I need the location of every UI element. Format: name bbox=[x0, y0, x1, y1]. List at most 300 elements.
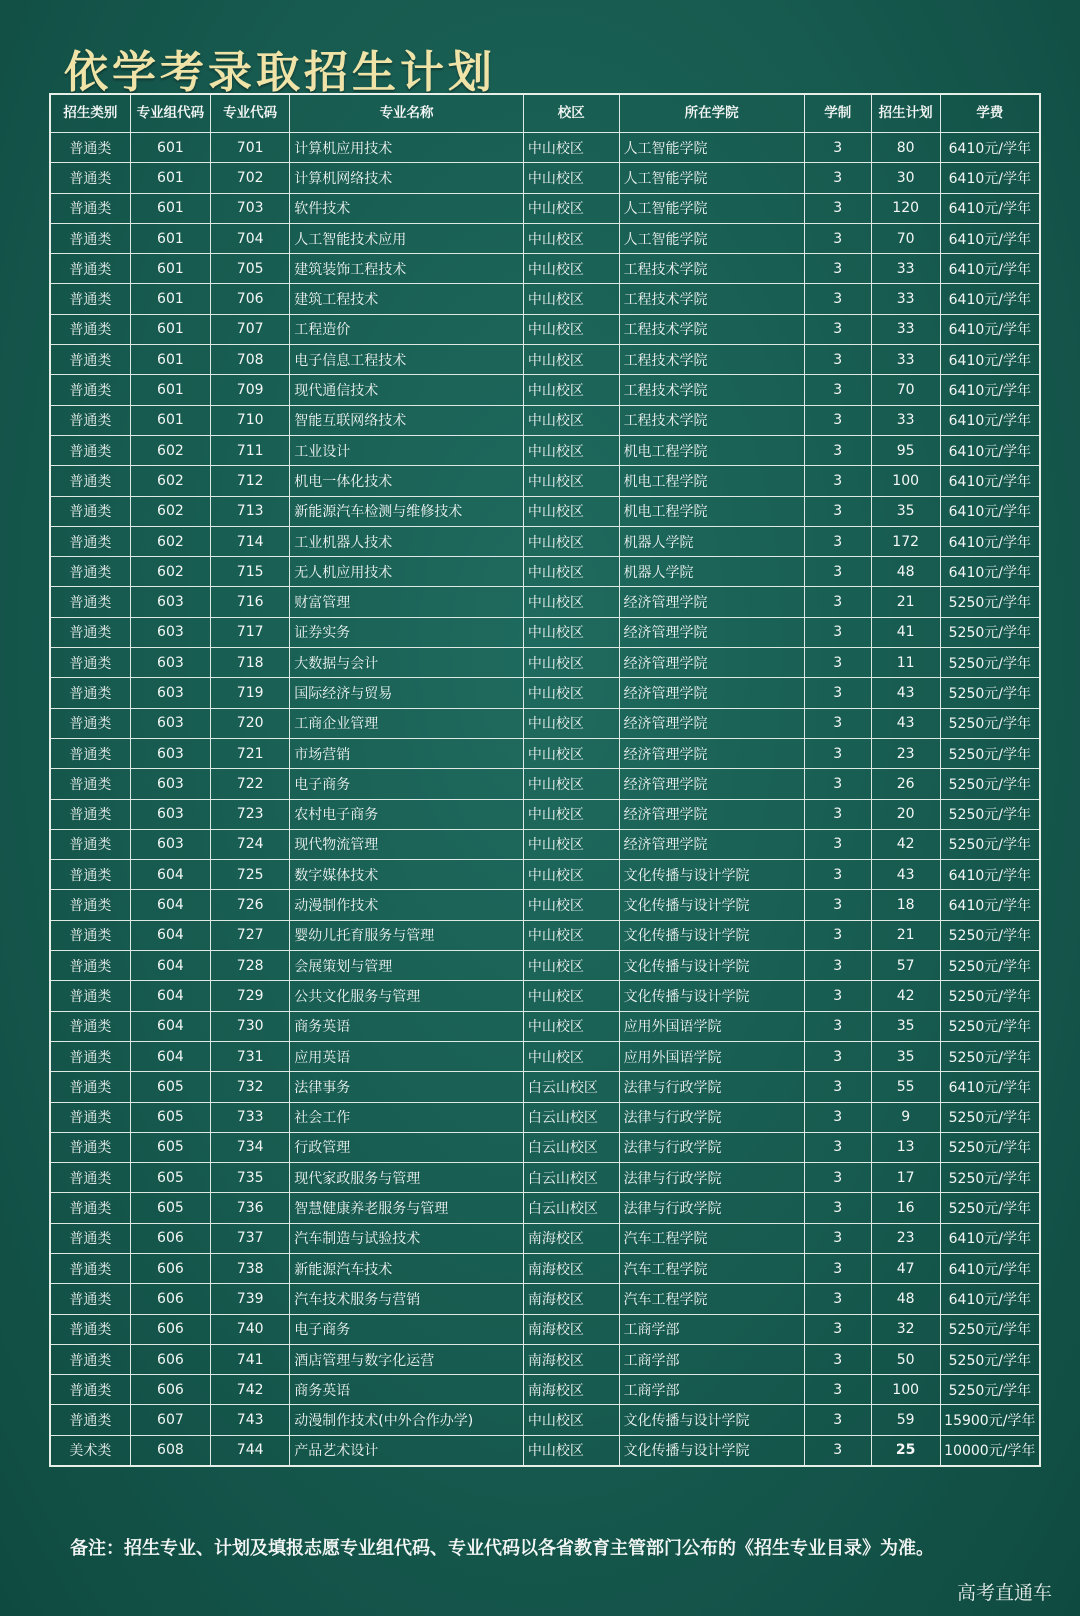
table-cell: 普通类 bbox=[50, 1163, 130, 1193]
table-cell: 603 bbox=[130, 829, 210, 859]
table-row bbox=[50, 314, 1040, 344]
table-cell: 普通类 bbox=[50, 1011, 130, 1041]
table-row bbox=[50, 375, 1040, 405]
table-cell: 5250元/学年 bbox=[940, 769, 1040, 799]
page-title: 依学考录取招生计划 bbox=[64, 47, 496, 98]
table-cell: 经济管理学院 bbox=[619, 678, 804, 708]
table-cell: 工程技术学院 bbox=[619, 314, 804, 344]
table-cell: 70 bbox=[871, 375, 940, 405]
table-cell: 普通类 bbox=[50, 678, 130, 708]
table-cell: 文化传播与设计学院 bbox=[619, 981, 804, 1011]
table-cell: 文化传播与设计学院 bbox=[619, 890, 804, 920]
column-header: 所在学院 bbox=[619, 94, 804, 133]
table-cell: 普通类 bbox=[50, 860, 130, 890]
table-cell: 739 bbox=[211, 1284, 290, 1314]
table-cell: 734 bbox=[211, 1132, 290, 1162]
table-cell: 5250元/学年 bbox=[940, 1344, 1040, 1374]
table-cell: 602 bbox=[130, 496, 210, 526]
table-cell: 普通类 bbox=[50, 1072, 130, 1102]
table-cell: 中山校区 bbox=[523, 617, 619, 647]
table-cell: 中山校区 bbox=[523, 799, 619, 829]
table-cell: 608 bbox=[130, 1435, 210, 1466]
table-cell: 605 bbox=[130, 1193, 210, 1223]
table-cell: 6410元/学年 bbox=[940, 405, 1040, 435]
table-cell: 5250元/学年 bbox=[940, 920, 1040, 950]
column-header: 专业组代码 bbox=[130, 94, 210, 133]
table-cell: 17 bbox=[871, 1163, 940, 1193]
table-cell: 汽车工程学院 bbox=[619, 1223, 804, 1253]
table-cell: 经济管理学院 bbox=[619, 738, 804, 768]
table-cell: 中山校区 bbox=[523, 163, 619, 193]
table-cell: 法律与行政学院 bbox=[619, 1132, 804, 1162]
table-cell: 55 bbox=[871, 1072, 940, 1102]
table-cell: 中山校区 bbox=[523, 284, 619, 314]
table-cell: 软件技术 bbox=[290, 193, 524, 223]
table-cell: 经济管理学院 bbox=[619, 829, 804, 859]
table-cell: 现代家政服务与管理 bbox=[290, 1163, 524, 1193]
table-cell: 604 bbox=[130, 951, 210, 981]
table-cell: 动漫制作技术(中外合作办学) bbox=[290, 1405, 524, 1435]
table-cell: 705 bbox=[211, 254, 290, 284]
table-cell: 普通类 bbox=[50, 1344, 130, 1374]
table-cell: 文化传播与设计学院 bbox=[619, 920, 804, 950]
table-cell: 9 bbox=[871, 1102, 940, 1132]
table-cell: 人工智能学院 bbox=[619, 163, 804, 193]
table-cell: 720 bbox=[211, 708, 290, 738]
table-cell: 3 bbox=[804, 405, 871, 435]
table-row bbox=[50, 860, 1040, 890]
table-cell: 计算机应用技术 bbox=[290, 133, 524, 163]
table-cell: 普通类 bbox=[50, 769, 130, 799]
table-cell: 30 bbox=[871, 163, 940, 193]
table-cell: 南海校区 bbox=[523, 1284, 619, 1314]
table-cell: 经济管理学院 bbox=[619, 708, 804, 738]
table-cell: 白云山校区 bbox=[523, 1072, 619, 1102]
table-cell: 经济管理学院 bbox=[619, 587, 804, 617]
table-cell: 文化传播与设计学院 bbox=[619, 860, 804, 890]
table-cell: 604 bbox=[130, 981, 210, 1011]
table-cell: 41 bbox=[871, 617, 940, 647]
table-cell: 35 bbox=[871, 1011, 940, 1041]
table-cell: 应用英语 bbox=[290, 1041, 524, 1071]
table-cell: 35 bbox=[871, 496, 940, 526]
table-header-row bbox=[50, 94, 1040, 133]
table-row bbox=[50, 1375, 1040, 1405]
table-cell: 18 bbox=[871, 890, 940, 920]
table-row bbox=[50, 1253, 1040, 1283]
table-cell: 工商学部 bbox=[619, 1314, 804, 1344]
table-cell: 59 bbox=[871, 1405, 940, 1435]
table-cell: 3 bbox=[804, 223, 871, 253]
table-cell: 产品艺术设计 bbox=[290, 1435, 524, 1466]
table-cell: 普通类 bbox=[50, 920, 130, 950]
table-cell: 15900元/学年 bbox=[940, 1405, 1040, 1435]
table-cell: 603 bbox=[130, 708, 210, 738]
table-cell: 601 bbox=[130, 345, 210, 375]
table-cell: 5250元/学年 bbox=[940, 1011, 1040, 1041]
table-cell: 人工智能技术应用 bbox=[290, 223, 524, 253]
table-cell: 25 bbox=[871, 1435, 940, 1466]
table-row bbox=[50, 951, 1040, 981]
table-cell: 95 bbox=[871, 435, 940, 465]
table-cell: 35 bbox=[871, 1041, 940, 1071]
table-cell: 5250元/学年 bbox=[940, 1375, 1040, 1405]
table-cell: 南海校区 bbox=[523, 1223, 619, 1253]
table-cell: 601 bbox=[130, 375, 210, 405]
table-cell: 3 bbox=[804, 496, 871, 526]
table-cell: 3 bbox=[804, 314, 871, 344]
table-cell: 会展策划与管理 bbox=[290, 951, 524, 981]
column-header: 专业代码 bbox=[211, 94, 290, 133]
table-cell: 中山校区 bbox=[523, 405, 619, 435]
table-cell: 601 bbox=[130, 254, 210, 284]
table-row bbox=[50, 1193, 1040, 1223]
table-row bbox=[50, 799, 1040, 829]
table-cell: 604 bbox=[130, 860, 210, 890]
table-cell: 21 bbox=[871, 920, 940, 950]
table-cell: 6410元/学年 bbox=[940, 345, 1040, 375]
table-cell: 740 bbox=[211, 1314, 290, 1344]
table-cell: 普通类 bbox=[50, 405, 130, 435]
table-cell: 工商学部 bbox=[619, 1344, 804, 1374]
table-cell: 中山校区 bbox=[523, 1011, 619, 1041]
table-cell: 汽车技术服务与营销 bbox=[290, 1284, 524, 1314]
table-cell: 经济管理学院 bbox=[619, 799, 804, 829]
table-cell: 708 bbox=[211, 345, 290, 375]
table-cell: 3 bbox=[804, 1314, 871, 1344]
table-cell: 730 bbox=[211, 1011, 290, 1041]
table-cell: 602 bbox=[130, 435, 210, 465]
table-row bbox=[50, 163, 1040, 193]
table-cell: 电子商务 bbox=[290, 1314, 524, 1344]
table-cell: 6410元/学年 bbox=[940, 163, 1040, 193]
table-cell: 601 bbox=[130, 163, 210, 193]
table-cell: 人工智能学院 bbox=[619, 223, 804, 253]
table-cell: 经济管理学院 bbox=[619, 648, 804, 678]
enrollment-table-container bbox=[49, 93, 1041, 1467]
table-cell: 726 bbox=[211, 890, 290, 920]
table-cell: 6410元/学年 bbox=[940, 496, 1040, 526]
table-cell: 32 bbox=[871, 1314, 940, 1344]
table-row bbox=[50, 435, 1040, 465]
table-cell: 中山校区 bbox=[523, 557, 619, 587]
table-cell: 728 bbox=[211, 951, 290, 981]
table-cell: 市场营销 bbox=[290, 738, 524, 768]
table-cell: 美术类 bbox=[50, 1435, 130, 1466]
table-cell: 汽车工程学院 bbox=[619, 1253, 804, 1283]
table-cell: 16 bbox=[871, 1193, 940, 1223]
table-cell: 普通类 bbox=[50, 284, 130, 314]
column-header: 招生类别 bbox=[50, 94, 130, 133]
table-cell: 南海校区 bbox=[523, 1375, 619, 1405]
table-cell: 普通类 bbox=[50, 1253, 130, 1283]
table-cell: 723 bbox=[211, 799, 290, 829]
table-row bbox=[50, 708, 1040, 738]
table-row bbox=[50, 1223, 1040, 1253]
table-cell: 3 bbox=[804, 1011, 871, 1041]
table-cell: 601 bbox=[130, 405, 210, 435]
table-cell: 中山校区 bbox=[523, 193, 619, 223]
table-cell: 725 bbox=[211, 860, 290, 890]
table-cell: 732 bbox=[211, 1072, 290, 1102]
table-cell: 建筑工程技术 bbox=[290, 284, 524, 314]
table-cell: 中山校区 bbox=[523, 496, 619, 526]
table-cell: 白云山校区 bbox=[523, 1102, 619, 1132]
table-cell: 农村电子商务 bbox=[290, 799, 524, 829]
table-cell: 3 bbox=[804, 1253, 871, 1283]
table-row bbox=[50, 1405, 1040, 1435]
table-cell: 法律与行政学院 bbox=[619, 1102, 804, 1132]
table-cell: 715 bbox=[211, 557, 290, 587]
table-row bbox=[50, 587, 1040, 617]
table-cell: 财富管理 bbox=[290, 587, 524, 617]
table-cell: 中山校区 bbox=[523, 133, 619, 163]
table-cell: 6410元/学年 bbox=[940, 1284, 1040, 1314]
table-cell: 机电工程学院 bbox=[619, 466, 804, 496]
table-cell: 6410元/学年 bbox=[940, 133, 1040, 163]
table-cell: 3 bbox=[804, 678, 871, 708]
column-header: 招生计划 bbox=[871, 94, 940, 133]
table-row bbox=[50, 254, 1040, 284]
table-cell: 5250元/学年 bbox=[940, 708, 1040, 738]
table-cell: 601 bbox=[130, 284, 210, 314]
table-cell: 721 bbox=[211, 738, 290, 768]
table-cell: 3 bbox=[804, 951, 871, 981]
table-cell: 603 bbox=[130, 617, 210, 647]
table-cell: 604 bbox=[130, 920, 210, 950]
table-cell: 电子信息工程技术 bbox=[290, 345, 524, 375]
table-cell: 3 bbox=[804, 1223, 871, 1253]
table-cell: 中山校区 bbox=[523, 345, 619, 375]
table-cell: 11 bbox=[871, 648, 940, 678]
table-cell: 3 bbox=[804, 1102, 871, 1132]
table-cell: 606 bbox=[130, 1253, 210, 1283]
table-cell: 白云山校区 bbox=[523, 1193, 619, 1223]
table-cell: 57 bbox=[871, 951, 940, 981]
table-cell: 普通类 bbox=[50, 526, 130, 556]
table-cell: 604 bbox=[130, 1011, 210, 1041]
table-cell: 3 bbox=[804, 254, 871, 284]
table-cell: 中山校区 bbox=[523, 435, 619, 465]
table-cell: 48 bbox=[871, 557, 940, 587]
table-cell: 3 bbox=[804, 557, 871, 587]
table-cell: 普通类 bbox=[50, 466, 130, 496]
table-cell: 6410元/学年 bbox=[940, 557, 1040, 587]
table-cell: 47 bbox=[871, 1253, 940, 1283]
table-cell: 3 bbox=[804, 133, 871, 163]
table-cell: 5250元/学年 bbox=[940, 829, 1040, 859]
table-cell: 3 bbox=[804, 1284, 871, 1314]
table-cell: 现代通信技术 bbox=[290, 375, 524, 405]
table-cell: 3 bbox=[804, 466, 871, 496]
table-row bbox=[50, 1072, 1040, 1102]
table-cell: 603 bbox=[130, 769, 210, 799]
table-cell: 中山校区 bbox=[523, 738, 619, 768]
table-cell: 605 bbox=[130, 1072, 210, 1102]
table-cell: 新能源汽车检测与维修技术 bbox=[290, 496, 524, 526]
table-cell: 现代物流管理 bbox=[290, 829, 524, 859]
table-cell: 大数据与会计 bbox=[290, 648, 524, 678]
table-cell: 603 bbox=[130, 738, 210, 768]
table-cell: 33 bbox=[871, 345, 940, 375]
table-cell: 普通类 bbox=[50, 1284, 130, 1314]
table-cell: 普通类 bbox=[50, 648, 130, 678]
table-cell: 701 bbox=[211, 133, 290, 163]
table-cell: 机电工程学院 bbox=[619, 435, 804, 465]
table-cell: 606 bbox=[130, 1223, 210, 1253]
table-cell: 3 bbox=[804, 1435, 871, 1466]
table-cell: 3 bbox=[804, 375, 871, 405]
table-body bbox=[50, 133, 1040, 1467]
table-cell: 21 bbox=[871, 587, 940, 617]
table-cell: 法律事务 bbox=[290, 1072, 524, 1102]
table-cell: 743 bbox=[211, 1405, 290, 1435]
table-cell: 普通类 bbox=[50, 557, 130, 587]
table-cell: 6410元/学年 bbox=[940, 435, 1040, 465]
table-cell: 机电工程学院 bbox=[619, 496, 804, 526]
table-cell: 100 bbox=[871, 1375, 940, 1405]
table-cell: 商务英语 bbox=[290, 1011, 524, 1041]
table-cell: 20 bbox=[871, 799, 940, 829]
table-cell: 中山校区 bbox=[523, 1041, 619, 1071]
table-row bbox=[50, 1435, 1040, 1466]
table-cell: 文化传播与设计学院 bbox=[619, 1435, 804, 1466]
table-cell: 文化传播与设计学院 bbox=[619, 1405, 804, 1435]
table-cell: 602 bbox=[130, 526, 210, 556]
table-cell: 5250元/学年 bbox=[940, 951, 1040, 981]
table-cell: 736 bbox=[211, 1193, 290, 1223]
table-cell: 10000元/学年 bbox=[940, 1435, 1040, 1466]
table-cell: 716 bbox=[211, 587, 290, 617]
table-cell: 710 bbox=[211, 405, 290, 435]
table-cell: 建筑装饰工程技术 bbox=[290, 254, 524, 284]
table-cell: 3 bbox=[804, 163, 871, 193]
table-cell: 南海校区 bbox=[523, 1344, 619, 1374]
table-cell: 712 bbox=[211, 466, 290, 496]
table-cell: 744 bbox=[211, 1435, 290, 1466]
table-cell: 应用外国语学院 bbox=[619, 1011, 804, 1041]
table-cell: 6410元/学年 bbox=[940, 1253, 1040, 1283]
table-cell: 工程技术学院 bbox=[619, 375, 804, 405]
table-cell: 6410元/学年 bbox=[940, 375, 1040, 405]
table-cell: 工程技术学院 bbox=[619, 284, 804, 314]
table-cell: 普通类 bbox=[50, 193, 130, 223]
table-cell: 26 bbox=[871, 769, 940, 799]
table-cell: 43 bbox=[871, 860, 940, 890]
table-cell: 5250元/学年 bbox=[940, 648, 1040, 678]
table-cell: 中山校区 bbox=[523, 769, 619, 799]
table-cell: 汽车制造与试验技术 bbox=[290, 1223, 524, 1253]
table-cell: 人工智能学院 bbox=[619, 193, 804, 223]
table-cell: 3 bbox=[804, 284, 871, 314]
table-cell: 6410元/学年 bbox=[940, 193, 1040, 223]
table-cell: 3 bbox=[804, 1132, 871, 1162]
table-cell: 33 bbox=[871, 405, 940, 435]
table-cell: 606 bbox=[130, 1344, 210, 1374]
table-cell: 中山校区 bbox=[523, 890, 619, 920]
table-cell: 普通类 bbox=[50, 1132, 130, 1162]
table-cell: 中山校区 bbox=[523, 981, 619, 1011]
table-cell: 中山校区 bbox=[523, 920, 619, 950]
table-cell: 3 bbox=[804, 435, 871, 465]
table-cell: 行政管理 bbox=[290, 1132, 524, 1162]
table-cell: 5250元/学年 bbox=[940, 1102, 1040, 1132]
table-cell: 工程技术学院 bbox=[619, 254, 804, 284]
table-cell: 42 bbox=[871, 829, 940, 859]
table-cell: 普通类 bbox=[50, 829, 130, 859]
table-cell: 5250元/学年 bbox=[940, 981, 1040, 1011]
table-cell: 5250元/学年 bbox=[940, 799, 1040, 829]
table-row bbox=[50, 920, 1040, 950]
table-cell: 605 bbox=[130, 1132, 210, 1162]
table-cell: 普通类 bbox=[50, 163, 130, 193]
table-cell: 3 bbox=[804, 1163, 871, 1193]
table-cell: 法律与行政学院 bbox=[619, 1193, 804, 1223]
table-cell: 602 bbox=[130, 557, 210, 587]
table-cell: 南海校区 bbox=[523, 1253, 619, 1283]
table-cell: 机器人学院 bbox=[619, 557, 804, 587]
table-row bbox=[50, 345, 1040, 375]
table-row bbox=[50, 133, 1040, 163]
table-cell: 中山校区 bbox=[523, 223, 619, 253]
table-row bbox=[50, 981, 1040, 1011]
table-cell: 中山校区 bbox=[523, 1405, 619, 1435]
table-cell: 6410元/学年 bbox=[940, 314, 1040, 344]
table-cell: 719 bbox=[211, 678, 290, 708]
table-cell: 23 bbox=[871, 1223, 940, 1253]
table-cell: 普通类 bbox=[50, 708, 130, 738]
table-cell: 3 bbox=[804, 587, 871, 617]
table-cell: 5250元/学年 bbox=[940, 587, 1040, 617]
table-cell: 法律与行政学院 bbox=[619, 1072, 804, 1102]
table-cell: 6410元/学年 bbox=[940, 254, 1040, 284]
table-row bbox=[50, 829, 1040, 859]
column-header: 校区 bbox=[523, 94, 619, 133]
table-cell: 中山校区 bbox=[523, 708, 619, 738]
table-cell: 3 bbox=[804, 708, 871, 738]
table-cell: 南海校区 bbox=[523, 1314, 619, 1344]
table-cell: 714 bbox=[211, 526, 290, 556]
table-cell: 603 bbox=[130, 678, 210, 708]
table-cell: 3 bbox=[804, 617, 871, 647]
table-cell: 742 bbox=[211, 1375, 290, 1405]
table-cell: 中山校区 bbox=[523, 829, 619, 859]
table-row bbox=[50, 1284, 1040, 1314]
table-cell: 工商企业管理 bbox=[290, 708, 524, 738]
table-cell: 工程技术学院 bbox=[619, 405, 804, 435]
table-cell: 证券实务 bbox=[290, 617, 524, 647]
table-cell: 603 bbox=[130, 799, 210, 829]
table-cell: 704 bbox=[211, 223, 290, 253]
table-cell: 机电一体化技术 bbox=[290, 466, 524, 496]
table-cell: 工业设计 bbox=[290, 435, 524, 465]
column-header: 学费 bbox=[940, 94, 1040, 133]
footnote: 备注：招生专业、计划及填报志愿专业组代码、专业代码以各省教育主管部门公布的《招生专业目录》为准。 bbox=[70, 1538, 934, 1559]
table-cell: 社会工作 bbox=[290, 1102, 524, 1132]
table-cell: 普通类 bbox=[50, 1405, 130, 1435]
table-cell: 中山校区 bbox=[523, 466, 619, 496]
table-row bbox=[50, 466, 1040, 496]
table-cell: 80 bbox=[871, 133, 940, 163]
table-row bbox=[50, 738, 1040, 768]
table-row bbox=[50, 1314, 1040, 1344]
table-cell: 中山校区 bbox=[523, 648, 619, 678]
table-cell: 中山校区 bbox=[523, 678, 619, 708]
table-cell: 5250元/学年 bbox=[940, 738, 1040, 768]
table-cell: 3 bbox=[804, 1072, 871, 1102]
table-cell: 公共文化服务与管理 bbox=[290, 981, 524, 1011]
table-cell: 电子商务 bbox=[290, 769, 524, 799]
